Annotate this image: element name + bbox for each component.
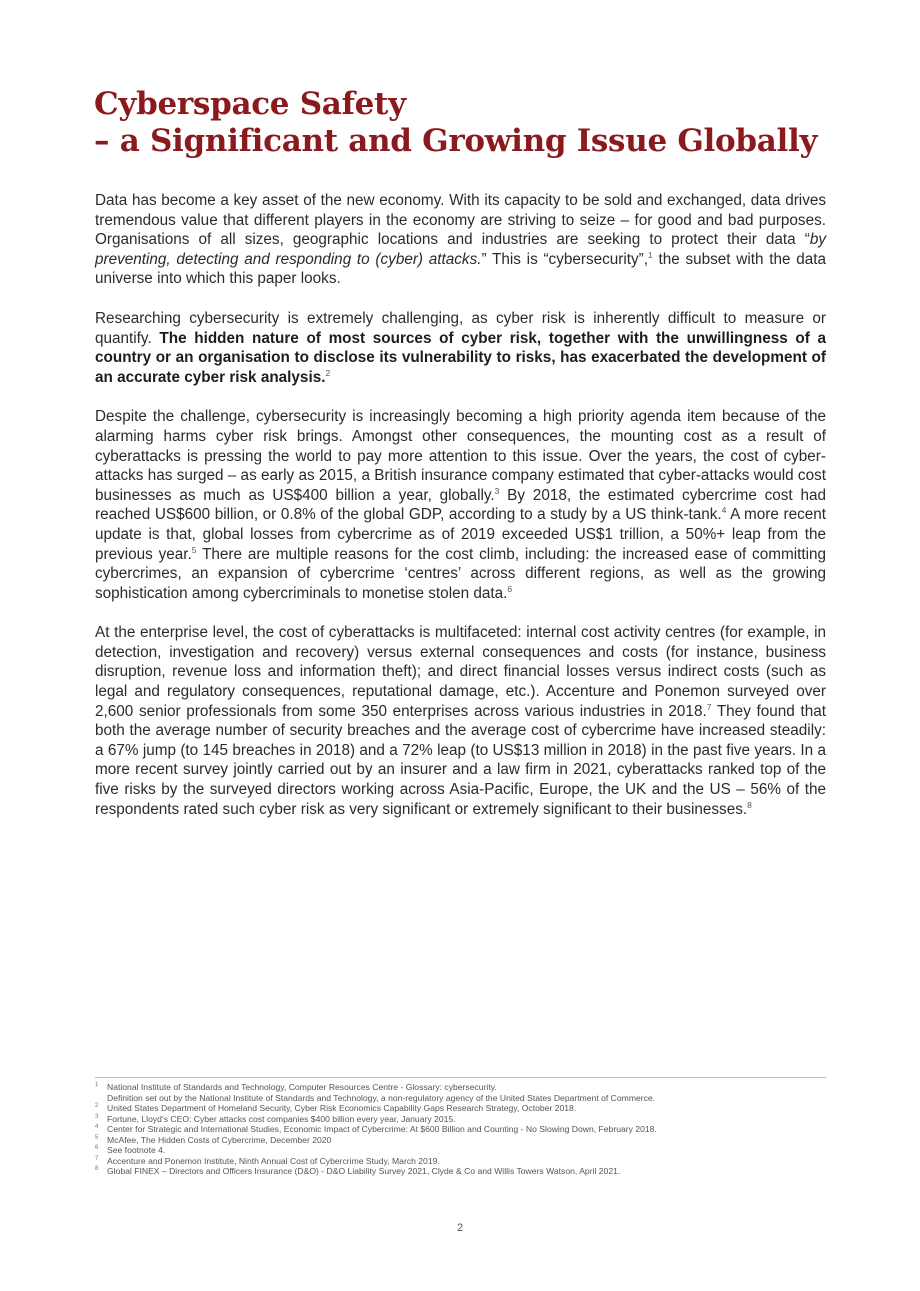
footnote-number: 4 — [95, 1124, 99, 1130]
paragraph-3-text-c: A more recent update is that, global losses from cybercrime as of 2019 exceeded US$1 trillion, a 50%+ leap from the previous year. — [95, 506, 826, 563]
footnote-6 — [95, 1145, 826, 1156]
footnote-ref-3[interactable]: 3 — [494, 485, 500, 496]
paragraph-4-text-a: At the enterprise level, the cost of cyberattacks is multifaceted: internal cost activity centres (for example, in detection, investigation and recovery) versus external consequences and costs (for instance, business disruption, revenue loss and information theft); and direct financial losses versus indirect costs (such as legal and regulatory consequences, reputational damage, etc.). Accenture and Ponemon surveyed over 2,600 senior professionals from some 350 enterprises across various industries in 2018. — [95, 624, 826, 720]
footnote-number: 2 — [95, 1103, 99, 1109]
paragraph-1-text-a: Data has become a key asset of the new economy. With its capacity to be sold and exchanged, data drives tremendous value that different players in the economy are striving to seize – for good and bad purposes. Organisations of all sizes, geographic locations and industries are seeking to protect their data “ — [95, 192, 826, 249]
footnote-text: Global FINEX – Directors and Officers Insurance (D&O) - D&O Liability Survey 2021, Clyde & Co and Willis Towers Watson, April 2021. — [107, 1166, 621, 1176]
title-line-1: Cyberspace Safety — [94, 86, 406, 122]
page-number: 2 — [456, 1222, 464, 1234]
footnote-text: Center for Strategic and International Studies, Economic Impact of Cybercrime: At $600 Billion and Counting - No Slowing Down, February 2018. — [107, 1124, 657, 1134]
footnote-text: Fortune, Lloyd’s CEO: Cyber attacks cost companies $400 billion every year, January 2015. — [107, 1113, 456, 1124]
footnote-number: 5 — [95, 1134, 99, 1141]
body-text — [95, 191, 826, 839]
footnotes — [95, 1077, 826, 1177]
footnote-ref-2[interactable]: 2 — [325, 367, 331, 378]
footnote-8 — [95, 1166, 826, 1177]
footnote-4 — [95, 1124, 826, 1135]
footnote-text: National Institute of Standards and Technology, Computer Resources Centre - Glossary: cybersecurity. — [107, 1082, 497, 1092]
paragraph-4-text-b: They found that both the average number of security breaches and the average cost of cybercrime have increased steadily: a 67% jump (to 145 breaches in 2018) and a 72% leap (to US$13 million in 2018) in the past five years. In a more recent survey jointly carried out by an insurer and a law firm in 2021, cyberattacks ranked top of the five risks by the surveyed directors working across Asia-Pacific, Europe, the UK and the US – 56% of the respondents rated such cyber risk as very significant or extremely significant to their businesses. — [95, 702, 826, 818]
footnote-2 — [95, 1103, 826, 1114]
footnote-ref-1[interactable]: 1 — [648, 249, 653, 260]
footnote-text-continued: Definition set out by the National Institute of Standards and Technology, a non-regulatory agency of the United States Department of Commerce. — [107, 1092, 656, 1103]
footnote-1 — [95, 1082, 826, 1103]
footnote-ref-4[interactable]: 4 — [721, 505, 727, 516]
footnote-ref-7[interactable]: 7 — [706, 701, 712, 712]
paragraph-2-bold: The hidden nature of most sources of cyber risk, together with the unwillingness of a country or an organisation to disclose its vulnerability to risks, has exacerbated the development of an accurate cyber risk analysis. — [95, 329, 826, 386]
footnote-number: 7 — [95, 1155, 99, 1162]
footnote-ref-8[interactable]: 8 — [747, 799, 752, 810]
footnote-number: 1 — [95, 1082, 99, 1088]
footnote-3 — [95, 1114, 826, 1125]
paragraph-3 — [95, 407, 826, 603]
footnote-number: 3 — [95, 1113, 99, 1120]
paragraph-4 — [95, 623, 826, 819]
footnote-number: 6 — [95, 1145, 99, 1151]
footnote-text: Accenture and Ponemon Institute, Ninth Annual Cost of Cybercrime Study, March 2019. — [107, 1155, 440, 1166]
footnote-number: 8 — [95, 1166, 99, 1172]
footnote-text: United States Department of Homeland Security, Cyber Risk Economics Capability Gaps Research Strategy, October 2018. — [107, 1103, 577, 1113]
footnote-ref-5[interactable]: 5 — [191, 544, 197, 555]
paragraph-1-text-b: ” This is “cybersecurity”, — [481, 250, 649, 268]
paragraph-3-text-d: There are multiple reasons for the cost climb, including: the increased ease of committing cybercrimes, an expansion of cybercrime ‘centres’ across different regions, as well as the growing sophistication among cybercriminals to monetise stolen data. — [95, 545, 827, 602]
footnote-text: See footnote 4. — [107, 1145, 166, 1155]
paragraph-1-quote: by preventing, detecting and responding to (cyber) attacks. — [95, 231, 826, 268]
footnote-ref-6[interactable]: 6 — [507, 583, 513, 594]
title-line-2: – a Significant and Growing Issue Globally — [94, 123, 818, 159]
paragraph-2-text-a: Researching cybersecurity is extremely challenging, as cyber risk is inherently difficult to measure or quantify. — [95, 309, 826, 347]
paragraph-3-text-a: Despite the challenge, cybersecurity is increasingly becoming a high priority agenda item because of the alarming harms cyber risk brings. Amongst other consequences, the mounting cost as a result of cyberattacks is pressing the world to pay more attention to this issue. Over the years, the cost of cyber-attacks has surged – as early as 2015, a British insurance company estimated that cyber-attacks would cost businesses as much as US$400 billion a year, globally. — [95, 408, 826, 504]
paragraph-1-text-c: the subset with the data universe into which this paper looks. — [95, 250, 827, 288]
footnote-5 — [95, 1135, 826, 1146]
page-title — [94, 86, 834, 160]
footnote-7 — [95, 1156, 826, 1167]
paragraph-1 — [95, 191, 826, 289]
paragraph-3-text-b: By 2018, the estimated cybercrime cost had reached US$600 billion, or 0.8% of the global GDP, according to a study by a US think-tank. — [95, 486, 826, 524]
footnote-text: McAfee, The Hidden Costs of Cybercrime, December 2020 — [107, 1134, 332, 1145]
paragraph-2 — [95, 309, 826, 387]
